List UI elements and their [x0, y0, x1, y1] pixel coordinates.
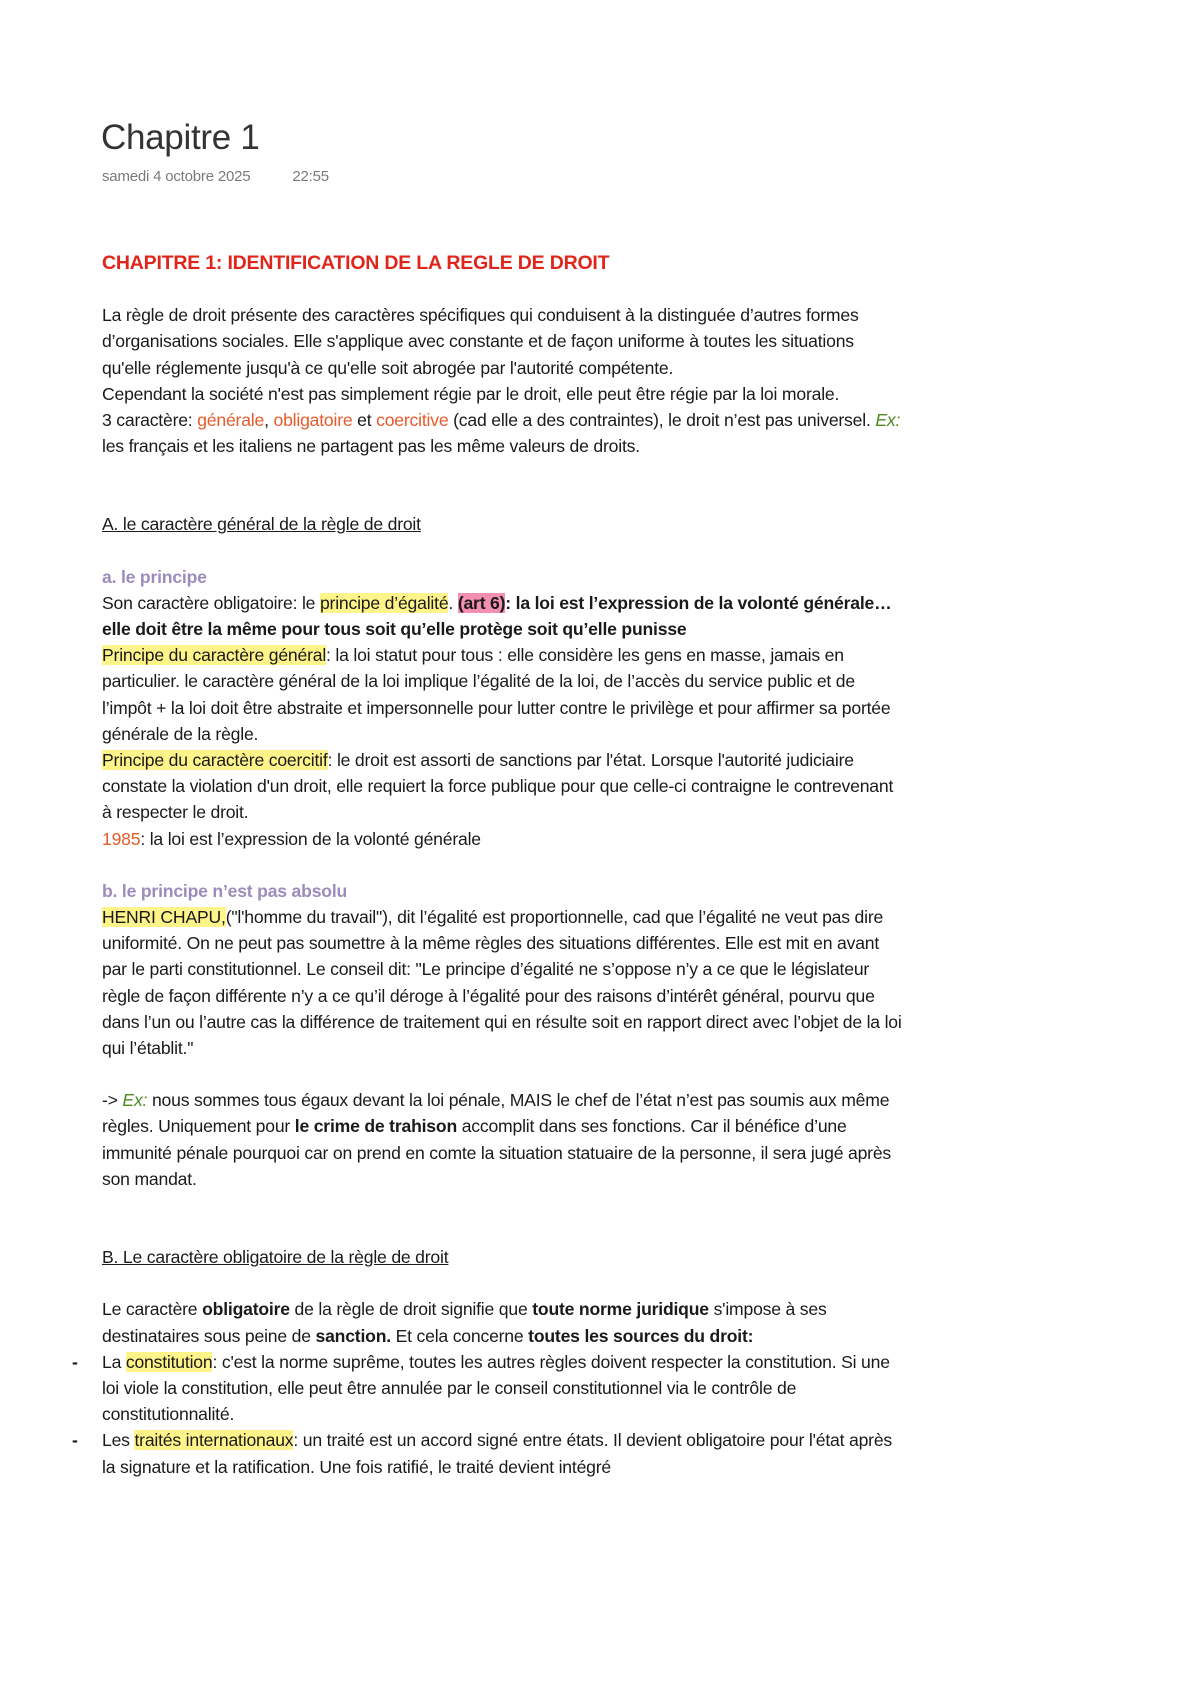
list-item	[72, 1427, 902, 1479]
bold-run: toute norme juridique	[532, 1299, 709, 1320]
text-run: s'impose à ses destinataires sous peine de	[102, 1299, 827, 1346]
bold-run: obligatoire	[202, 1299, 290, 1320]
spacer	[102, 1061, 902, 1087]
text-run: .	[448, 592, 458, 613]
text-run: : un traité est un accord signé entre états. Il devient obligatoire pour l'état après la signature et la ratification. Une fois ratifié, le traité devient intégré	[102, 1430, 892, 1477]
text-run: Les	[102, 1430, 135, 1451]
highlight-traites-internationaux: traités internationaux	[134, 1430, 294, 1451]
bold-run: toutes les sources du droit:	[528, 1325, 754, 1346]
keyword-generale: générale	[197, 410, 265, 431]
highlight-art-6: (art 6)	[457, 592, 506, 613]
intro-paragraph-1: La règle de droit présente des caractères spécifiques qui conduisent à la distinguée d’autres formes d’organisations sociales. Elle s'applique avec constante et de façon uniforme à toutes les situations qu'elle réglemente jusqu'à ce qu'elle soit abrogée par l'autorité compétente.	[102, 305, 859, 378]
text-run: ->	[102, 1090, 123, 1111]
subsection-b-title: b. le principe n’est pas absolu	[102, 880, 348, 901]
text-run: Son caractère obligatoire: le	[102, 592, 320, 613]
text-run: : la loi est l’expression de la volonté générale… elle doit être la même pour tous soit qu’elle protège soit qu’elle punisse	[102, 592, 892, 640]
text-run: nous sommes tous égaux devant la loi pénale, MAIS le chef de l’état n’est pas soumis aux même règles. Uniquement pour	[102, 1090, 890, 1137]
spacer	[102, 1270, 902, 1296]
page-title: Chapitre 1	[101, 118, 260, 157]
year-1985: 1985	[102, 828, 141, 849]
bold-run: sanction.	[315, 1325, 391, 1346]
spacer	[102, 852, 902, 878]
text-run: Et cela concerne	[390, 1325, 529, 1346]
text-run: de la règle de droit signifie que	[289, 1299, 533, 1320]
example-paragraph	[102, 1087, 902, 1192]
text-run: et	[352, 410, 377, 431]
spacer	[102, 459, 902, 511]
bullet-dash: -	[72, 1430, 78, 1451]
highlight-henri-chapu: HENRI CHAPU,	[102, 907, 226, 928]
highlight-principe-coercitif: Principe du caractère coercitif	[102, 750, 328, 771]
section-a-title: A. le caractère général de la règle de droit	[102, 514, 421, 535]
page-date: samedi 4 octobre 2025	[102, 168, 251, 185]
highlight-principe-general: Principe du caractère général	[102, 645, 327, 666]
henri-chapu-paragraph	[102, 904, 902, 1061]
example-label: Ex:	[875, 410, 901, 431]
spacer	[102, 538, 902, 564]
text-run: ("l'homme du travail"), dit l’égalité est proportionnelle, cad que l’égalité ne veut pas dire uniformité. On ne peut pas soumettre à la même règles des situations différentes. Elle est mit en avant par le parti constitutionnel. Le conseil dit: "Le principe d’égalité ne s’oppose n’y a ce que le législateur règle de façon différente n’y a ce qu’il déroge à l’égalité pour des raisons d’intérêt général, pourvu que dans l’un ou l’autre cas la différence de traitement qui en résulte soit en rapport direct avec l’objet de la loi qui l’établit."	[102, 907, 902, 1059]
subsection-a-title: a. le principe	[102, 566, 207, 587]
highlight-constitution: constitution	[125, 1351, 213, 1372]
intro-paragraph-2: Cependant la société n'est pas simplement régie par le droit, elle peut être régie par la loi morale.	[102, 383, 840, 404]
text-run: (cad elle a des contraintes), le droit n’est pas universel.	[448, 410, 876, 431]
keyword-coercitive: coercitive	[376, 410, 449, 431]
text-run: : la loi est l’expression de la volonté générale	[140, 828, 481, 849]
text-run: : le droit est assorti de sanctions par l'état. Lorsque l'autorité judiciaire constate la violation d'un droit, elle requiert la force publique pour que celle-ci contraigne le contrevenant à respecter le droit.	[102, 750, 894, 823]
section-b-intro	[102, 1296, 902, 1348]
section-b-title: B. Le caractère obligatoire de la règle de droit	[102, 1247, 449, 1268]
text-run: accomplit dans ses fonctions. Car il bénéfice d’une immunité pénale pourquoi car on prend en comte la situation statuaire de la personne, il sera jugé après son mandat.	[102, 1116, 892, 1189]
note-content[interactable]	[72, 250, 902, 1480]
list-item	[72, 1349, 902, 1428]
bullet-dash: -	[72, 1351, 78, 1372]
text-run: La	[102, 1351, 126, 1372]
bold-crime-trahison: le crime de trahison	[294, 1116, 457, 1137]
text-run: : la loi statut pour tous : elle considère les gens en masse, jamais en particulier. le caractère général de la loi implique l’égalité de la loi, de l’accès du service public et de l’impôt + la loi doit être abstraite et impersonnelle pour lutter contre le privilège et pour affirmer sa portée générale de la règle.	[102, 645, 891, 744]
year-1985-line	[102, 826, 902, 852]
principle-coercive	[102, 747, 902, 826]
intro-paragraph-3	[102, 407, 902, 459]
text-run: : c'est la norme suprême, toutes les autres règles doivent respecter la constitution. Si une loi viole la constitution, elle peut être annulée par le conseil constitutionnel via le contrôle de constitutionnalité.	[102, 1351, 890, 1425]
principle-general	[102, 642, 902, 747]
keyword-obligatoire: obligatoire	[273, 410, 353, 431]
page-bottom-cutoff	[0, 1560, 1200, 1698]
example-label: Ex:	[122, 1090, 148, 1111]
page-time: 22:55	[292, 168, 329, 185]
text-run: Le caractère	[102, 1299, 203, 1320]
spacer	[102, 1192, 902, 1244]
principle-equality	[102, 590, 902, 642]
text-run: 3 caractère:	[102, 410, 198, 431]
text-run: ,	[264, 410, 274, 431]
page-meta	[102, 168, 329, 185]
text-run: les français et les italiens ne partagent pas les même valeurs de droits.	[102, 436, 640, 457]
highlight-principe-egalite: principe d’égalité	[319, 592, 449, 613]
chapter-heading: CHAPITRE 1: IDENTIFICATION DE LA REGLE DE DROIT	[102, 252, 610, 274]
